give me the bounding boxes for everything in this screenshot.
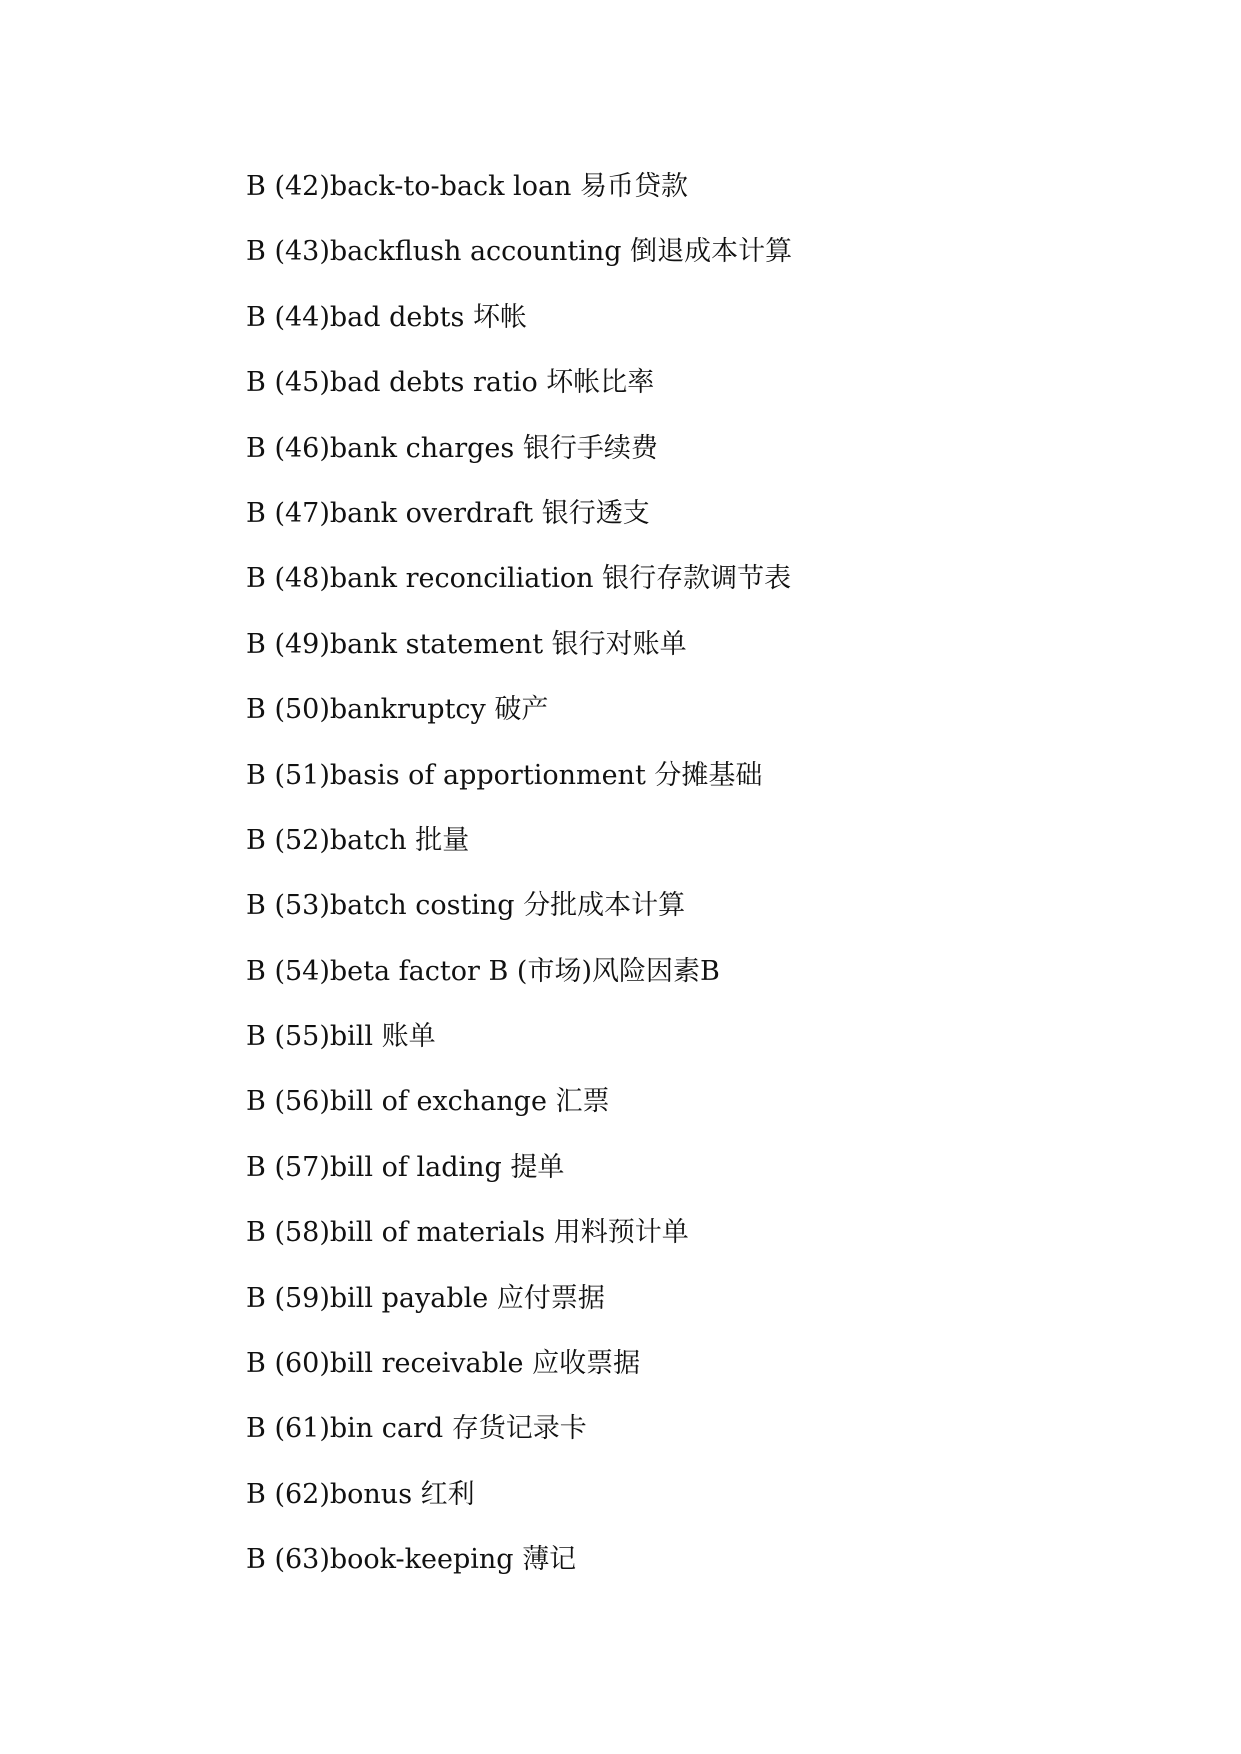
glossary-entry — [246, 939, 792, 1004]
entry-letter: B — [246, 1086, 266, 1118]
entry-term: bill of materials — [329, 1217, 546, 1249]
entry-term: bad debts — [329, 301, 465, 333]
glossary-entry — [246, 1069, 792, 1134]
entry-number: (52) — [274, 824, 330, 856]
entry-term: book-keeping — [329, 1544, 514, 1576]
entry-number: (49) — [274, 628, 330, 660]
entry-translation: 分摊基础 — [654, 759, 763, 791]
entry-number: (44) — [274, 301, 330, 333]
entry-number: (48) — [274, 563, 330, 595]
entry-translation: 应付票据 — [496, 1282, 605, 1314]
entry-letter: B — [246, 628, 266, 660]
entry-term: bad debts ratio — [329, 367, 538, 399]
entry-letter: B — [246, 1021, 266, 1053]
entry-translation: 银行对账单 — [551, 628, 687, 660]
entry-translation: 银行手续费 — [522, 432, 658, 464]
entry-number: (42) — [274, 171, 330, 202]
entry-term: bank charges — [329, 432, 515, 464]
entry-letter: B — [246, 1217, 266, 1249]
glossary-entry — [246, 1462, 792, 1527]
glossary-entry — [246, 1527, 792, 1592]
entry-term: bill of lading — [329, 1151, 502, 1183]
entry-translation: 应收票据 — [532, 1348, 641, 1380]
entry-letter: B — [246, 236, 266, 268]
entry-number: (60) — [274, 1348, 330, 1380]
entry-number: (51) — [274, 759, 330, 791]
glossary-entry — [246, 677, 792, 742]
entry-translation: 提单 — [510, 1151, 565, 1183]
entry-translation: 银行透支 — [541, 497, 650, 529]
entry-number: (54) — [274, 955, 330, 987]
entry-letter: B — [246, 1151, 266, 1183]
entry-letter: B — [246, 367, 266, 399]
entry-translation: 汇票 — [555, 1086, 610, 1118]
glossary-entry — [246, 481, 792, 546]
entry-letter: B — [246, 955, 266, 987]
glossary-entry — [246, 285, 792, 350]
glossary-entry — [246, 1200, 792, 1265]
entry-term: batch — [329, 824, 407, 856]
entry-number: (58) — [274, 1217, 330, 1249]
entry-number: (47) — [274, 497, 330, 529]
glossary-entry — [246, 154, 792, 219]
entry-letter: B — [246, 1478, 266, 1510]
glossary-entry — [246, 1004, 792, 1069]
entry-translation: 账单 — [381, 1021, 436, 1053]
entry-translation: 易币贷款 — [580, 171, 689, 202]
entry-letter: B — [246, 1413, 266, 1445]
entry-number: (59) — [274, 1282, 330, 1314]
entry-translation: 银行存款调节表 — [602, 563, 792, 595]
entry-number: (53) — [274, 890, 330, 922]
entry-translation: 分批成本计算 — [523, 890, 686, 922]
entry-number: (55) — [274, 1021, 330, 1053]
entry-letter: B — [246, 694, 266, 726]
glossary-entry — [246, 546, 792, 611]
entry-letter: B — [246, 1348, 266, 1380]
entry-term: back-to-back loan — [329, 171, 572, 202]
entry-number: (63) — [274, 1544, 330, 1576]
glossary-entry — [246, 743, 792, 808]
entry-term: batch costing — [329, 890, 515, 922]
entry-translation: 倒退成本计算 — [630, 236, 793, 268]
entry-number: (57) — [274, 1151, 330, 1183]
entry-letter: B — [246, 301, 266, 333]
entry-letter: B — [246, 1282, 266, 1314]
entry-term: bin card — [329, 1413, 444, 1445]
entry-term: bankruptcy — [329, 694, 486, 726]
entry-letter: B — [246, 759, 266, 791]
entry-letter: B — [246, 497, 266, 529]
entry-translation: 批量 — [415, 824, 470, 856]
entry-translation: 红利 — [420, 1478, 475, 1510]
entry-letter: B — [246, 563, 266, 595]
glossary-entry — [246, 1331, 792, 1396]
glossary-entry — [246, 416, 792, 481]
glossary-entry — [246, 219, 792, 284]
entry-translation: 破产 — [494, 694, 549, 726]
entry-number: (61) — [274, 1413, 330, 1445]
entry-letter: B — [246, 890, 266, 922]
entry-term: bank reconciliation — [329, 563, 594, 595]
entry-number: (43) — [274, 236, 330, 268]
glossary-entry — [246, 1396, 792, 1461]
entry-number: (56) — [274, 1086, 330, 1118]
entry-translation: (市场)风险因素B — [516, 955, 720, 987]
entry-translation: 坏帐比率 — [546, 367, 655, 399]
entry-term: beta factor B — [329, 955, 509, 987]
entry-letter: B — [246, 824, 266, 856]
glossary-entry — [246, 1135, 792, 1200]
entry-translation: 用料预计单 — [553, 1217, 689, 1249]
entry-letter: B — [246, 171, 266, 202]
entry-term: bill payable — [329, 1282, 489, 1314]
glossary-list — [246, 154, 792, 1593]
entry-letter: B — [246, 1544, 266, 1576]
entry-term: bill — [329, 1021, 374, 1053]
glossary-entry — [246, 350, 792, 415]
entry-term: bonus — [329, 1478, 413, 1510]
entry-term: bill receivable — [329, 1348, 524, 1380]
glossary-entry — [246, 808, 792, 873]
entry-translation: 存货记录卡 — [451, 1413, 587, 1445]
entry-term: basis of apportionment — [329, 759, 646, 791]
entry-term: bill of exchange — [329, 1086, 547, 1118]
entry-term: backflush accounting — [329, 236, 622, 268]
entry-number: (46) — [274, 432, 330, 464]
entry-translation: 坏帐 — [472, 301, 527, 333]
entry-term: bank statement — [329, 628, 544, 660]
entry-number: (45) — [274, 367, 330, 399]
glossary-entry — [246, 612, 792, 677]
entry-letter: B — [246, 432, 266, 464]
entry-translation: 薄记 — [522, 1544, 577, 1576]
glossary-entry — [246, 873, 792, 938]
entry-term: bank overdraft — [329, 497, 534, 529]
entry-number: (50) — [274, 694, 330, 726]
entry-number: (62) — [274, 1478, 330, 1510]
glossary-entry — [246, 1266, 792, 1331]
